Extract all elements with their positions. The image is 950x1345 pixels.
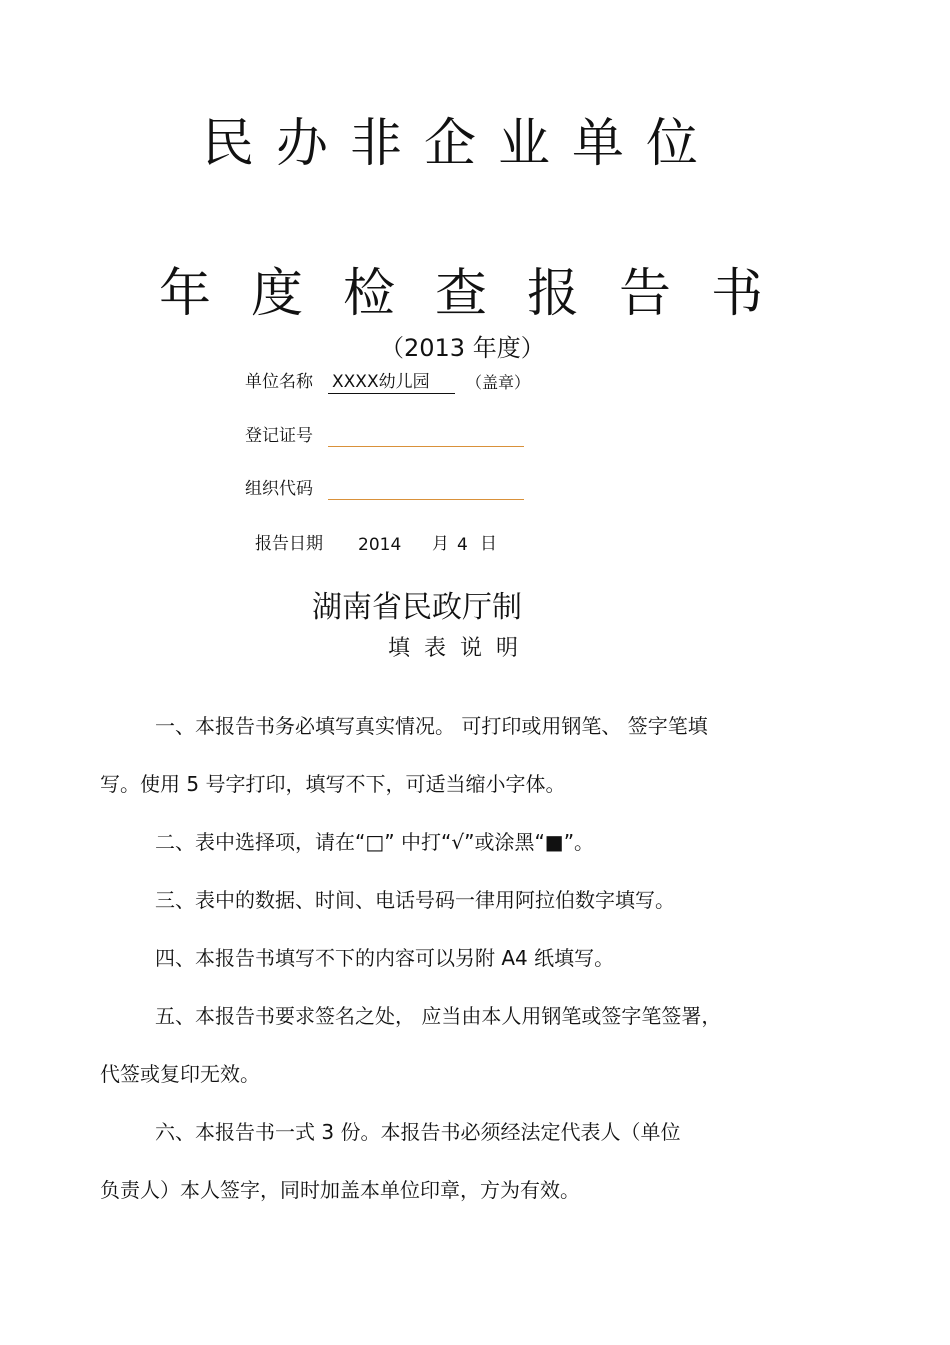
note-line: 写。使用 5 号字打印，填写不下，可适当缩小字体。 — [100, 772, 566, 796]
note-line: 四、本报告书填写不下的内容可以另附 A4 纸填写。 — [155, 946, 615, 970]
day-value: 4 — [457, 535, 468, 555]
org-code-label: 组织代码 — [245, 479, 313, 499]
note-line: 二、表中选择项，请在“□” 中打“√”或涂黑“■”。 — [155, 830, 595, 854]
seal-label: （盖章） — [466, 373, 531, 392]
cover-title-line1: 民办非企业单位 — [201, 114, 720, 174]
note-line: 三、表中的数据、时间、电话号码一律用阿拉伯数字填写。 — [155, 888, 675, 912]
note-line: 六、本报告书一式 3 份。本报告书必须经法定代表人（单位 — [155, 1120, 681, 1144]
report-date-label: 报告日期 — [255, 534, 323, 554]
day-label: 日 — [480, 534, 497, 554]
notes-title: 填表说明 — [388, 636, 533, 661]
note-line: 负责人）本人签字，同时加盖本单位印章，方为有效。 — [100, 1178, 580, 1202]
cover-title-line2: 年度检查报告书 — [158, 264, 803, 324]
note-line: 一、本报告书务必填写真实情况。 可打印或用钢笔、 签字笔填 — [155, 714, 708, 738]
note-line: 五、本报告书要求签名之处， 应当由本人用钢笔或签字笔签署， — [155, 1004, 722, 1028]
note-line: 代签或复印无效。 — [100, 1062, 260, 1086]
unit-name-label: 单位名称 — [245, 372, 313, 392]
registration-label: 登记证号 — [245, 426, 313, 446]
issuer-label: 湖南省民政厅制 — [312, 590, 522, 625]
report-year-label: （2013 年度） — [380, 334, 545, 362]
registration-field-line[interactable] — [328, 446, 524, 447]
unit-name-value: XXXX幼儿园 — [328, 371, 455, 394]
report-year-value: 2014 — [358, 535, 402, 555]
month-label: 月 — [432, 534, 449, 554]
org-code-field-line[interactable] — [328, 499, 524, 500]
